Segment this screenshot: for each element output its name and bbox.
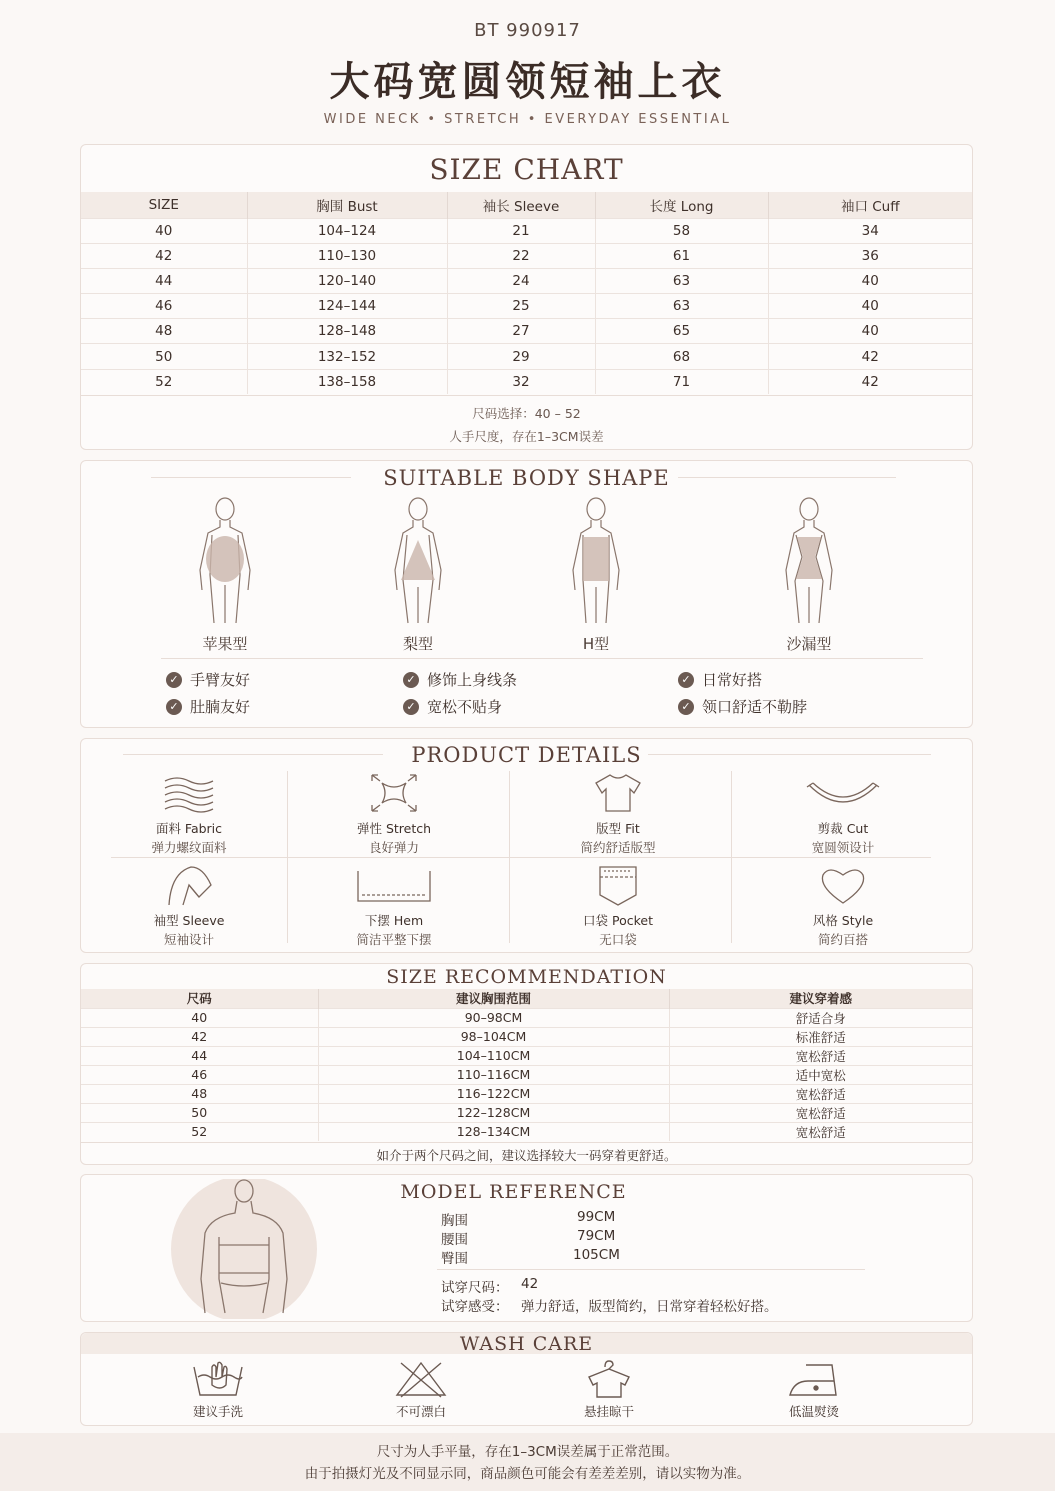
feature-label: 日常好搭 (702, 671, 763, 689)
table-row (81, 294, 972, 319)
check-icon: ✓ (166, 672, 182, 688)
table-cell: 128–148 (247, 319, 447, 344)
detail-stretch (294, 771, 494, 856)
feature-check (403, 696, 502, 717)
shape-label: 梨型 (402, 635, 433, 653)
table-row (81, 319, 972, 344)
tshirt-icon (588, 771, 648, 815)
table-cell: 34 (768, 218, 972, 243)
model-measure-value: 99CM (577, 1209, 616, 1225)
size-chart-title: SIZE CHART (429, 153, 624, 186)
stretch-icon (364, 771, 424, 815)
table-row (81, 1027, 972, 1046)
shape-h (536, 495, 656, 654)
product-code: BT 990917 (474, 20, 581, 41)
wash-care-card (80, 1332, 973, 1426)
table-cell: 128–134CM (318, 1122, 669, 1141)
table-cell: 25 (447, 294, 595, 319)
column-header: 建议胸围范围 (318, 989, 669, 1008)
table-cell: 50 (81, 1103, 318, 1122)
hand-wash-icon (190, 1359, 246, 1399)
recommendation-title: SIZE RECOMMENDATION (386, 966, 667, 988)
table-row (81, 243, 972, 268)
model-size-value: 42 (521, 1276, 539, 1292)
table-cell: 42 (768, 369, 972, 394)
table-cell: 52 (81, 369, 247, 394)
table-cell: 宽松舒适 (669, 1046, 972, 1065)
feature-label: 修饰上身线条 (427, 671, 518, 689)
pocket-icon (588, 863, 648, 907)
table-cell: 98–104CM (318, 1027, 669, 1046)
detail-name: 剪裁 Cut (817, 821, 869, 836)
model-measure-label: 腰围 (441, 1232, 468, 1248)
table-row (81, 1008, 972, 1027)
feature-check (678, 696, 807, 717)
detail-name: 袖型 Sleeve (153, 913, 225, 928)
hang-dry-icon (581, 1359, 637, 1399)
table-cell: 61 (595, 243, 768, 268)
table-cell: 50 (81, 344, 247, 369)
model-title: MODEL REFERENCE (400, 1181, 627, 1203)
detail-sleeve (89, 863, 289, 948)
detail-fabric (89, 771, 289, 856)
table-cell: 32 (447, 369, 595, 394)
table-cell: 65 (595, 319, 768, 344)
measurement-note: 人手尺度，存在1–3CM误差 (449, 429, 604, 444)
wash-item (549, 1359, 669, 1420)
table-cell: 40 (768, 268, 972, 293)
table-cell: 116–122CM (318, 1084, 669, 1103)
fabric-icon (159, 771, 219, 815)
column-header: SIZE (81, 192, 247, 218)
page-subtitle: WIDE NECK • STRETCH • EVERYDAY ESSENTIAL (323, 112, 732, 127)
wash-label: 建议手洗 (192, 1404, 243, 1419)
column-header: 尺码 (81, 989, 318, 1008)
detail-desc: 短袖设计 (163, 932, 214, 947)
detail-desc: 弹力螺纹面料 (151, 840, 227, 855)
detail-pocket (518, 863, 718, 948)
recommendation-note: 如介于两个尺码之间，建议选择较大一码穿着更舒适。 (376, 1148, 677, 1163)
table-cell: 21 (447, 218, 595, 243)
model-measure-label: 臀围 (441, 1251, 468, 1267)
model-measure-value: 79CM (577, 1228, 616, 1244)
table-row (81, 1103, 972, 1122)
table-cell: 标准舒适 (669, 1027, 972, 1046)
detail-name: 风格 Style (812, 913, 874, 928)
table-cell: 48 (81, 1084, 318, 1103)
table-cell: 104–124 (247, 218, 447, 243)
feature-check (403, 669, 517, 690)
table-cell: 110–116CM (318, 1065, 669, 1084)
table-cell: 22 (447, 243, 595, 268)
shape-label: 苹果型 (202, 635, 248, 653)
heart-icon (813, 863, 873, 907)
table-cell: 68 (595, 344, 768, 369)
size-chart-table (81, 192, 972, 394)
no-bleach-icon (393, 1359, 449, 1399)
table-cell: 71 (595, 369, 768, 394)
pear-shape-icon (383, 495, 453, 625)
table-cell: 90–98CM (318, 1008, 669, 1027)
table-row (81, 218, 972, 243)
footer-disclaimer (0, 1433, 1055, 1491)
feature-check (166, 696, 250, 717)
recommendation-table (81, 989, 972, 1141)
size-recommendation-card (80, 963, 973, 1165)
feature-label: 宽松不贴身 (427, 698, 503, 716)
feature-label: 手臂友好 (190, 671, 251, 689)
table-cell: 122–128CM (318, 1103, 669, 1122)
table-cell: 44 (81, 268, 247, 293)
table-cell: 132–152 (247, 344, 447, 369)
detail-name: 口袋 Pocket (583, 913, 653, 928)
model-reference-card (80, 1174, 973, 1322)
hem-icon (354, 863, 434, 907)
detail-cut (743, 771, 943, 856)
table-cell: 63 (595, 268, 768, 293)
column-header: 建议穿着感 (669, 989, 972, 1008)
shape-apple (165, 495, 285, 654)
detail-fit (518, 771, 718, 856)
table-row (81, 1122, 972, 1141)
check-icon: ✓ (166, 699, 182, 715)
wash-item (754, 1359, 874, 1420)
detail-name: 下摆 Hem (364, 913, 424, 928)
table-cell: 宽松舒适 (669, 1084, 972, 1103)
table-cell: 42 (81, 243, 247, 268)
low-iron-icon (786, 1359, 842, 1399)
table-cell: 48 (81, 319, 247, 344)
table-cell: 40 (81, 1008, 318, 1027)
table-cell: 46 (81, 294, 247, 319)
table-cell: 舒适合身 (669, 1008, 972, 1027)
table-cell: 42 (81, 1027, 318, 1046)
table-row (81, 344, 972, 369)
h-shape-icon (561, 495, 631, 625)
apple-shape-icon (190, 495, 260, 625)
model-feel-value: 弹力舒适，版型简约，日常穿着轻松好搭。 (521, 1299, 778, 1315)
table-cell: 104–110CM (318, 1046, 669, 1065)
wash-care-title: WASH CARE (459, 1333, 594, 1355)
wash-label: 低温熨烫 (788, 1404, 839, 1419)
model-feel-label: 试穿感受： (441, 1299, 509, 1315)
table-cell: 40 (81, 218, 247, 243)
shape-label: H型 (582, 635, 610, 653)
table-cell: 宽松舒适 (669, 1122, 972, 1141)
column-header: 胸围 Bust (247, 192, 447, 218)
table-header-row (81, 989, 972, 1008)
table-cell: 63 (595, 294, 768, 319)
table-cell: 适中宽松 (669, 1065, 972, 1084)
column-header: 袖口 Cuff (768, 192, 972, 218)
table-row (81, 268, 972, 293)
feature-check (678, 669, 762, 690)
detail-name: 弹性 Stretch (356, 821, 432, 836)
shape-pear (358, 495, 478, 654)
table-row (81, 1046, 972, 1065)
check-icon: ✓ (678, 699, 694, 715)
body-shape-card (80, 460, 973, 728)
table-cell: 120–140 (247, 268, 447, 293)
wash-item (158, 1359, 278, 1420)
shape-label: 沙漏型 (786, 635, 832, 653)
hourglass-shape-icon (774, 495, 844, 625)
feature-label: 领口舒适不勒脖 (702, 698, 808, 716)
table-cell: 36 (768, 243, 972, 268)
table-cell: 46 (81, 1065, 318, 1084)
table-row (81, 369, 972, 394)
table-cell: 44 (81, 1046, 318, 1065)
detail-desc: 良好弹力 (368, 840, 419, 855)
table-cell: 138–158 (247, 369, 447, 394)
column-header: 长度 Long (595, 192, 768, 218)
table-cell: 24 (447, 268, 595, 293)
table-header-row (81, 192, 972, 218)
detail-desc: 简约舒适版型 (580, 840, 656, 855)
table-cell: 27 (447, 319, 595, 344)
table-row (81, 1084, 972, 1103)
model-measure-label: 胸围 (441, 1213, 468, 1229)
table-cell: 40 (768, 294, 972, 319)
column-header: 袖长 Sleeve (447, 192, 595, 218)
footer-line: 由于拍摄灯光及不同显示同，商品颜色可能会有差差差别，请以实物为准。 (304, 1466, 751, 1482)
size-range-note: 尺码选择：40 – 52 (472, 406, 581, 421)
table-cell: 29 (447, 344, 595, 369)
footer-line: 尺寸为人手平量，存在1–3CM误差属于正常范围。 (376, 1444, 679, 1460)
detail-name: 版型 Fit (596, 821, 640, 836)
neckline-icon (803, 771, 883, 815)
body-shape-title: SUITABLE BODY SHAPE (383, 466, 670, 490)
feature-label: 肚腩友好 (190, 698, 251, 716)
check-icon: ✓ (403, 699, 419, 715)
product-details-title: PRODUCT DETAILS (411, 743, 642, 767)
detail-hem (294, 863, 494, 948)
table-row (81, 1065, 972, 1084)
size-chart-card (80, 144, 973, 450)
detail-name: 面料 Fabric (155, 821, 223, 836)
detail-desc: 宽圆领设计 (811, 840, 875, 855)
model-measure-value: 105CM (573, 1247, 620, 1263)
check-icon: ✓ (403, 672, 419, 688)
wash-item (361, 1359, 481, 1420)
sleeve-icon (159, 863, 219, 907)
detail-desc: 简约百搭 (817, 932, 868, 947)
model-size-label: 试穿尺码： (441, 1280, 509, 1296)
product-details-card (80, 738, 973, 953)
table-cell: 52 (81, 1122, 318, 1141)
page-title: 大码宽圆领短袖上衣 (329, 58, 726, 105)
table-cell: 58 (595, 218, 768, 243)
table-cell: 40 (768, 319, 972, 344)
detail-desc: 简洁平整下摆 (356, 932, 432, 947)
detail-style (743, 863, 943, 948)
wash-label: 不可漂白 (395, 1404, 446, 1419)
table-cell: 124–144 (247, 294, 447, 319)
wash-label: 悬挂晾干 (583, 1404, 634, 1419)
table-cell: 42 (768, 344, 972, 369)
detail-desc: 无口袋 (599, 932, 637, 947)
table-cell: 110–130 (247, 243, 447, 268)
feature-check (166, 669, 250, 690)
check-icon: ✓ (678, 672, 694, 688)
shape-hourglass (749, 495, 869, 654)
table-cell: 宽松舒适 (669, 1103, 972, 1122)
